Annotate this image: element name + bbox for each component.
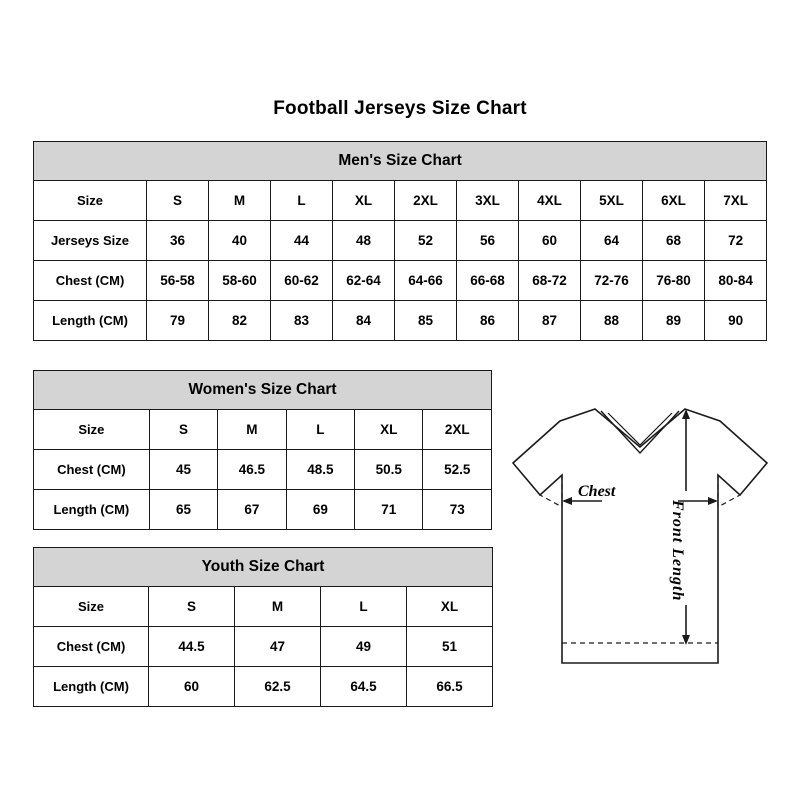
cell: 48.5	[286, 450, 354, 490]
row-label-length: Length (CM)	[34, 490, 150, 530]
youth-size-table	[33, 547, 493, 707]
cell: L	[321, 587, 407, 627]
cell: 2XL	[423, 410, 492, 450]
cell: 36	[147, 221, 209, 261]
mens-size-table	[33, 141, 767, 341]
cell: 52.5	[423, 450, 492, 490]
cell: 84	[333, 301, 395, 341]
youth-table-caption: Youth Size Chart	[34, 548, 493, 587]
front-length-measure-label: Front Length	[669, 500, 686, 602]
cell: M	[235, 587, 321, 627]
table-row	[34, 301, 767, 341]
row-label-jerseys-size: Jerseys Size	[34, 221, 147, 261]
cell: 66-68	[457, 261, 519, 301]
t-shirt-measurement-diagram	[500, 395, 780, 685]
cell: 88	[581, 301, 643, 341]
row-label-length: Length (CM)	[34, 301, 147, 341]
cell: 67	[218, 490, 286, 530]
table-row	[34, 371, 492, 410]
cell: XL	[407, 587, 493, 627]
cell: S	[149, 410, 217, 450]
cell: 40	[209, 221, 271, 261]
cell: 83	[271, 301, 333, 341]
cell: 69	[286, 490, 354, 530]
cell: 72-76	[581, 261, 643, 301]
chest-measure-label: Chest	[578, 483, 616, 500]
cell: 66.5	[407, 667, 493, 707]
page-title: Football Jerseys Size Chart	[273, 98, 527, 119]
cell: 45	[149, 450, 217, 490]
cell: 62-64	[333, 261, 395, 301]
table-row	[34, 410, 492, 450]
cell: M	[218, 410, 286, 450]
cell: 56	[457, 221, 519, 261]
table-row	[34, 450, 492, 490]
row-label-size: Size	[34, 587, 149, 627]
cell: 82	[209, 301, 271, 341]
cell: 44	[271, 221, 333, 261]
table-row	[34, 627, 493, 667]
cell: 2XL	[395, 181, 457, 221]
cell: 64	[581, 221, 643, 261]
mens-table-caption: Men's Size Chart	[34, 142, 767, 181]
cell: 79	[147, 301, 209, 341]
cell: 47	[235, 627, 321, 667]
cell: 89	[643, 301, 705, 341]
cell: 64-66	[395, 261, 457, 301]
cell: 68-72	[519, 261, 581, 301]
row-label-size: Size	[34, 410, 150, 450]
cell: 60-62	[271, 261, 333, 301]
cell: 5XL	[581, 181, 643, 221]
cell: L	[271, 181, 333, 221]
cell: S	[147, 181, 209, 221]
cell: 90	[705, 301, 767, 341]
table-row	[34, 261, 767, 301]
cell: 65	[149, 490, 217, 530]
cell: XL	[355, 410, 423, 450]
cell: 64.5	[321, 667, 407, 707]
cell: 60	[149, 667, 235, 707]
row-label-chest: Chest (CM)	[34, 450, 150, 490]
cell: 58-60	[209, 261, 271, 301]
cell: 3XL	[457, 181, 519, 221]
cell: 71	[355, 490, 423, 530]
cell: S	[149, 587, 235, 627]
cell: 44.5	[149, 627, 235, 667]
table-row	[34, 667, 493, 707]
cell: 68	[643, 221, 705, 261]
cell: 72	[705, 221, 767, 261]
womens-size-table	[33, 370, 492, 530]
cell: 6XL	[643, 181, 705, 221]
cell: 73	[423, 490, 492, 530]
cell: 48	[333, 221, 395, 261]
cell: 4XL	[519, 181, 581, 221]
cell: XL	[333, 181, 395, 221]
cell: 51	[407, 627, 493, 667]
shirt-outline	[513, 409, 767, 663]
table-row	[34, 221, 767, 261]
row-label-length: Length (CM)	[34, 667, 149, 707]
cell: 62.5	[235, 667, 321, 707]
row-label-chest: Chest (CM)	[34, 261, 147, 301]
cell: L	[286, 410, 354, 450]
cell: 86	[457, 301, 519, 341]
row-label-size: Size	[34, 181, 147, 221]
cell: 87	[519, 301, 581, 341]
cell: 50.5	[355, 450, 423, 490]
cell: 85	[395, 301, 457, 341]
cell: 49	[321, 627, 407, 667]
cell: 76-80	[643, 261, 705, 301]
cell: 7XL	[705, 181, 767, 221]
table-row	[34, 142, 767, 181]
cell: M	[209, 181, 271, 221]
table-row	[34, 587, 493, 627]
table-row	[34, 490, 492, 530]
cell: 60	[519, 221, 581, 261]
table-row	[34, 548, 493, 587]
cell: 56-58	[147, 261, 209, 301]
cell: 46.5	[218, 450, 286, 490]
row-label-chest: Chest (CM)	[34, 627, 149, 667]
cell: 80-84	[705, 261, 767, 301]
cell: 52	[395, 221, 457, 261]
womens-table-caption: Women's Size Chart	[34, 371, 492, 410]
table-row	[34, 181, 767, 221]
